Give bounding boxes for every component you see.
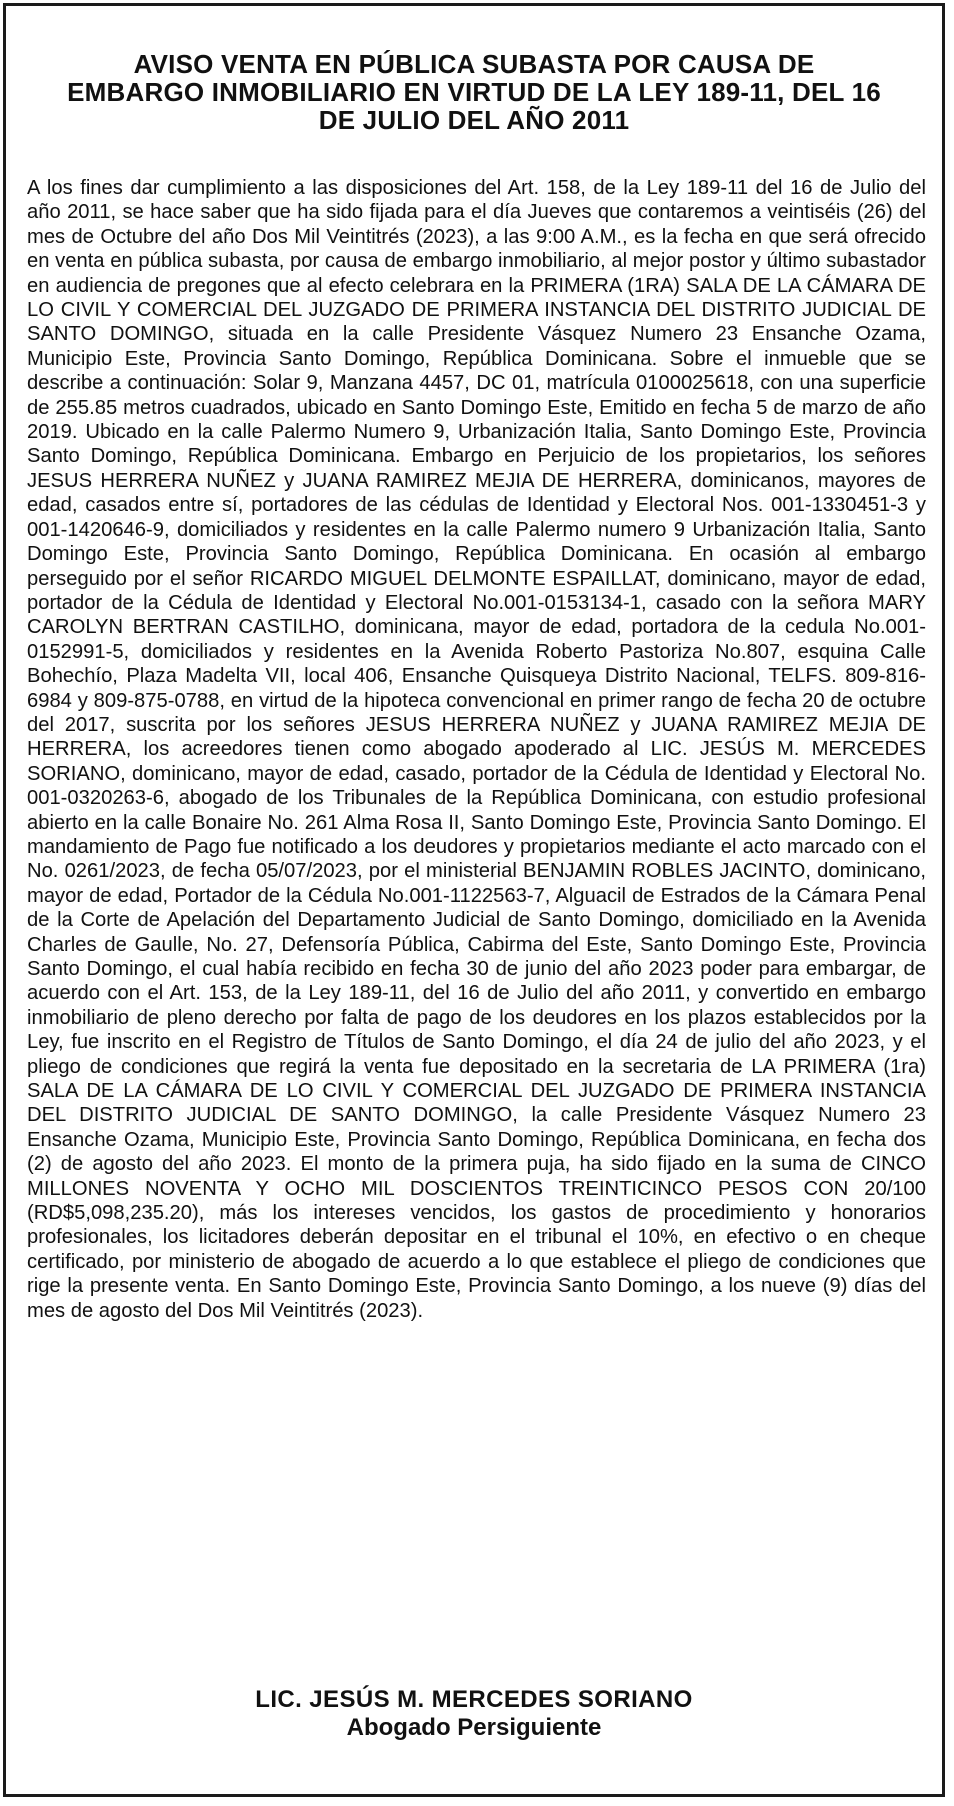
notice-body: A los fines dar cumplimiento a las disposiciones del Art. 158, de la Ley 189-11 del 16 de Julio del año 2011, se hace saber que ha sido fijada para el día Jueves que contaremos a veintiséis (26) del mes de Octubre del año Dos Mil Veintitrés (2023), a las 9:00 A.M., es la fecha en que será ofrecido en venta en pública subasta, por causa de embargo inmobiliario, al mejor postor y último subastador en audiencia de pregones que al efecto celebrara en la PRIMERA (1RA) SALA DE LA CÁMARA DE LO CIVIL Y COMERCIAL DEL JUZGADO DE PRIMERA INSTANCIA DEL DISTRITO JUDICIAL DE SANTO DOMINGO, situada en la calle Presidente Vásquez Numero 23 Ensanche Ozama, Municipio Este, Provincia Santo Domingo, República Dominicana. Sobre el inmueble que se describe a continuación: Solar 9, Manzana 4457, DC 01, matrícula 0100025618, con una superficie de 255.85 metros cuadrados, ubicado en Santo Domingo Este, Emitido en fecha 5 de marzo de año 2019. Ubicado en la calle Palermo Numero 9, Urbanización Italia, Santo Domingo Este, Provincia Santo Domingo, República Dominicana. Embargo en Perjuicio de los propietarios, los señores JESUS HERRERA NUÑEZ y JUANA RAMIREZ MEJIA DE HERRERA, dominicanos, mayores de edad, casados entre sí, portadores de las cédulas de Identidad y Electoral Nos. 001-1330451-3 y 001-1420646-9, domiciliados y residentes en la calle Palermo numero 9 Urbanización Italia, Santo Domingo Este, Provincia Santo Domingo, República Dominicana. En ocasión al embargo perseguido por el señor RICARDO MIGUEL DELMONTE ESPAILLAT, dominicano, mayor de edad, portador de la Cédula de Identidad y Electoral No.001-0153134-1, casado con la señora MARY CAROLYN BERTRAN CASTILHO, dominicana, mayor de edad, portadora de la cedula No.001-0152991-5, domiciliados y residentes en la Avenida Roberto Pastoriza No.807, esquina Calle Bohechío, Plaza Madelta VII, local 406, Ensanche Quisqueya Distrito Nacional, TELFS. 809-816-6984 y 809-875-0788, en virtud de la hipoteca convencional en primer rango de fecha 20 de octubre del 2017, suscrita por los señores JESUS HERRERA NUÑEZ y JUANA RAMIREZ MEJIA DE HERRERA, los acreedores tienen como abogado apoderado al LIC. JESÚS M. MERCEDES SORIANO, dominicano, mayor de edad, casado, portador de la Cédula de Identidad y Electoral No. 001-0320263-6, abogado de los Tribunales de la República Dominicana, con estudio profesional abierto en la calle Bonaire No. 261 Alma Rosa II, Santo Domingo Este, Provincia Santo Domingo. El mandamiento de Pago fue notificado a los deudores y propietarios mediante el acto marcado con el No. 0261/2023, de fecha 05/07/2023, por el ministerial BENJAMIN ROBLES JACINTO, dominicano, mayor de edad, Portador de la Cédula No.001-1122563-7, Alguacil de Estrados de la Cámara Penal de la Corte de Apelación del Departamento Judicial de Santo Domingo, domiciliado en la Avenida Charles de Gaulle, No. 27, Defensoría Pública, Cabirma del Este, Santo Domingo Este, Provincia Santo Domingo, el cual había recibido en fecha 30 de junio del año 2023 poder para embargar, de acuerdo con el Art. 153, de la Ley 189-11, del 16 de Julio del año 2011, y convertido en embargo inmobiliario de pleno derecho por falta de pago de los deudores en los plazos establecidos por la Ley, fue inscrito en el Registro de Títulos de Santo Domingo, el día 24 de julio del año 2023, y el pliego de condiciones que regirá la venta fue depositado en la secretaria de LA PRIMERA (1ra) SALA DE LA CÁMARA DE LO CIVIL Y COMERCIAL DEL JUZGADO DE PRIMERA INSTANCIA DEL DISTRITO JUDICIAL DE SANTO DOMINGO, la calle Presidente Vásquez Numero 23 Ensanche Ozama, Municipio Este, Provincia Santo Domingo, República Dominicana, en fecha dos (2) de agosto del año 2023. El monto de la primera puja, ha sido fijado en la suma de CINCO MILLONES NOVENTA Y OCHO MIL DOSCIENTOS TREINTICINCO PESOS CON 20/100 (RD$5,098,235.20), más los intereses vencidos, los gastos de procedimiento y honorarios profesionales, los licitadores deberán depositar en el tribunal el 10%, en efectivo o en cheque certificado, por ministerio de abogado de acuerdo a lo que establece el pliego de condiciones que rige la presente venta. En Santo Domingo Este, Provincia Santo Domingo, a los nueve (9) días del mes de agosto del Dos Mil Veintitrés (2023).: [27, 177, 926, 1322]
notice-title: AVISO VENTA EN PÚBLICA SUBASTA POR CAUSA DE EMBARGO INMOBILIARIO EN VIRTUD DE LA LEY 189-11, DEL 16 DE JULIO DEL AÑO 2011: [67, 49, 881, 135]
signature-block: [6, 1686, 942, 1742]
signature-name: LIC. JESÚS M. MERCEDES SORIANO: [255, 1686, 693, 1713]
signature-role: Abogado Persiguiente: [346, 1714, 602, 1741]
legal-notice-frame: [3, 3, 945, 1797]
